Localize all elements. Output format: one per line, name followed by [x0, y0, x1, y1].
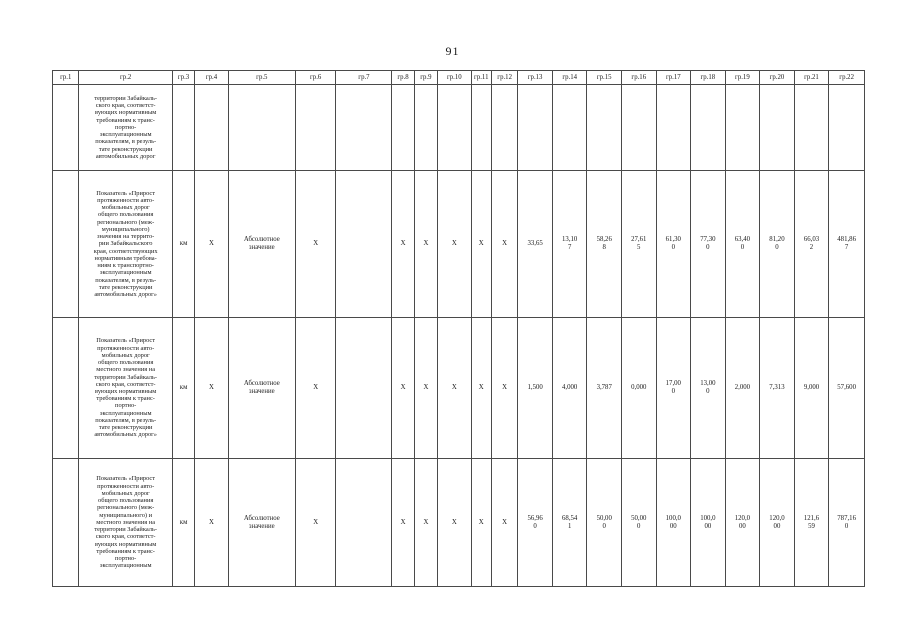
table-cell [794, 85, 829, 171]
table-cell [691, 85, 726, 171]
table-cell: Х [414, 171, 437, 318]
table-cell [336, 318, 392, 459]
table-cell [336, 171, 392, 318]
table-cell: Абсолютное значение [228, 459, 295, 587]
column-header: гр.13 [518, 71, 553, 85]
column-header: гр.12 [491, 71, 517, 85]
column-header: гр.17 [656, 71, 691, 85]
table-cell: 63,40 0 [725, 171, 760, 318]
table-cell: Абсолютное значение [228, 318, 295, 459]
table-cell: Х [438, 318, 472, 459]
column-header: гр.16 [621, 71, 656, 85]
table-cell [829, 85, 865, 171]
column-header: гр.21 [794, 71, 829, 85]
table-cell [336, 459, 392, 587]
column-header: гр.5 [228, 71, 295, 85]
table-cell: км [172, 318, 194, 459]
column-header: гр.10 [438, 71, 472, 85]
column-header: гр.4 [195, 71, 229, 85]
table-cell [53, 318, 79, 459]
table-cell [53, 171, 79, 318]
table-cell: Х [471, 318, 491, 459]
column-header: гр.22 [829, 71, 865, 85]
table-cell [438, 85, 472, 171]
table-cell [621, 85, 656, 171]
table-cell: 100,0 00 [691, 459, 726, 587]
table-cell: 56,96 0 [518, 459, 553, 587]
table-cell: 66,03 2 [794, 171, 829, 318]
column-header: гр.18 [691, 71, 726, 85]
table-cell: Х [195, 459, 229, 587]
table-cell [195, 85, 229, 171]
table-cell: 0,000 [621, 318, 656, 459]
indicator-description-cell: территории Забайкаль- ского края, соответст- вующих нормативным требованиям к транс- портно- эксплуатационным показателям, в резуль- тате реконструкции автомобильных дорог [79, 85, 172, 171]
table-cell: 120,0 00 [760, 459, 795, 587]
table-cell [414, 85, 437, 171]
table-row [53, 318, 865, 459]
column-header: гр.3 [172, 71, 194, 85]
table-cell: Х [471, 171, 491, 318]
table-cell: Х [392, 171, 414, 318]
table-cell: 27,61 5 [621, 171, 656, 318]
indicator-table [52, 70, 865, 587]
table-cell: 50,00 0 [621, 459, 656, 587]
table-cell: 17,00 0 [656, 318, 691, 459]
column-header: гр.11 [471, 71, 491, 85]
table-cell: 13,10 7 [552, 171, 587, 318]
table-cell [471, 85, 491, 171]
page-number: 91 [445, 44, 460, 58]
table-cell: 57,600 [829, 318, 865, 459]
table-cell: Х [392, 459, 414, 587]
table-cell: 3,787 [587, 318, 622, 459]
table-row [53, 85, 865, 171]
table-cell [53, 85, 79, 171]
table-cell: км [172, 171, 194, 318]
table-cell: 9,000 [794, 318, 829, 459]
table-header-row [53, 71, 865, 85]
column-header: гр.2 [79, 71, 172, 85]
table-cell: Х [295, 459, 336, 587]
table-cell: Х [491, 318, 517, 459]
table-cell: Х [491, 459, 517, 587]
table-cell [656, 85, 691, 171]
table-cell: Х [471, 459, 491, 587]
table-cell: 481,86 7 [829, 171, 865, 318]
table-row [53, 459, 865, 587]
table-cell: Х [392, 318, 414, 459]
table-cell [172, 85, 194, 171]
table-cell: 68,54 1 [552, 459, 587, 587]
table-cell [295, 85, 336, 171]
table-cell: 7,313 [760, 318, 795, 459]
table-cell: 58,26 8 [587, 171, 622, 318]
table-cell: Х [414, 318, 437, 459]
column-header: гр.9 [414, 71, 437, 85]
table-cell [53, 459, 79, 587]
column-header: гр.20 [760, 71, 795, 85]
table-cell: Х [438, 459, 472, 587]
table-cell [392, 85, 414, 171]
indicator-description-cell: Показатель «Прирост протяженности авто- мобильных дорог общего пользования местного значения на территории Забайкаль- ского края, соответст- вующих нормативным требованиям к транс- портно- эксплуатационным показателям, в резуль- тате реконструкции автомобильных дорог» [79, 318, 172, 459]
table-cell: Х [438, 171, 472, 318]
column-header: гр.19 [725, 71, 760, 85]
table-cell: 2,000 [725, 318, 760, 459]
table-cell: Х [491, 171, 517, 318]
table-cell: 121,6 59 [794, 459, 829, 587]
table-cell: 50,00 0 [587, 459, 622, 587]
table-cell [336, 85, 392, 171]
table-cell [760, 85, 795, 171]
table-cell: 1,500 [518, 318, 553, 459]
table-cell: 13,00 0 [691, 318, 726, 459]
table-row [53, 171, 865, 318]
column-header: гр.6 [295, 71, 336, 85]
table-cell: 100,0 00 [656, 459, 691, 587]
table-cell [587, 85, 622, 171]
column-header: гр.7 [336, 71, 392, 85]
table-cell: Х [295, 318, 336, 459]
table-cell: Х [195, 318, 229, 459]
table-cell: Абсолютное значение [228, 171, 295, 318]
indicator-description-cell: Показатель «Прирост протяженности авто- мобильных дорог общего пользования регионального (меж- муниципального) значения на террито- рии Забайкальского края, соответствующих нормативным требова- ниям к транспортно- эксплуатационным показателям, в резуль- тате реконструкции автомобильных дорог» [79, 171, 172, 318]
table-cell: 4,000 [552, 318, 587, 459]
table-cell: 81,20 0 [760, 171, 795, 318]
table-cell [518, 85, 553, 171]
table-cell [725, 85, 760, 171]
table-cell: км [172, 459, 194, 587]
table-cell: 787,16 0 [829, 459, 865, 587]
table-cell: 33,65 [518, 171, 553, 318]
indicator-description-cell: Показатель «Прирост протяженности авто- мобильных дорог общего пользования регионального (меж- муниципального) и местного значения на территории Забайкаль- ского края, соответст- вующих нормативным требованиям к транс- портно- эксплуатационным [79, 459, 172, 587]
table-cell [228, 85, 295, 171]
column-header: гр.1 [53, 71, 79, 85]
table-cell [552, 85, 587, 171]
table-cell: Х [195, 171, 229, 318]
column-header: гр.8 [392, 71, 414, 85]
table-cell: 61,30 0 [656, 171, 691, 318]
table-cell: Х [414, 459, 437, 587]
table-cell: 77,30 0 [691, 171, 726, 318]
table-cell: 120,0 00 [725, 459, 760, 587]
table-cell [491, 85, 517, 171]
column-header: гр.15 [587, 71, 622, 85]
column-header: гр.14 [552, 71, 587, 85]
table-cell: Х [295, 171, 336, 318]
